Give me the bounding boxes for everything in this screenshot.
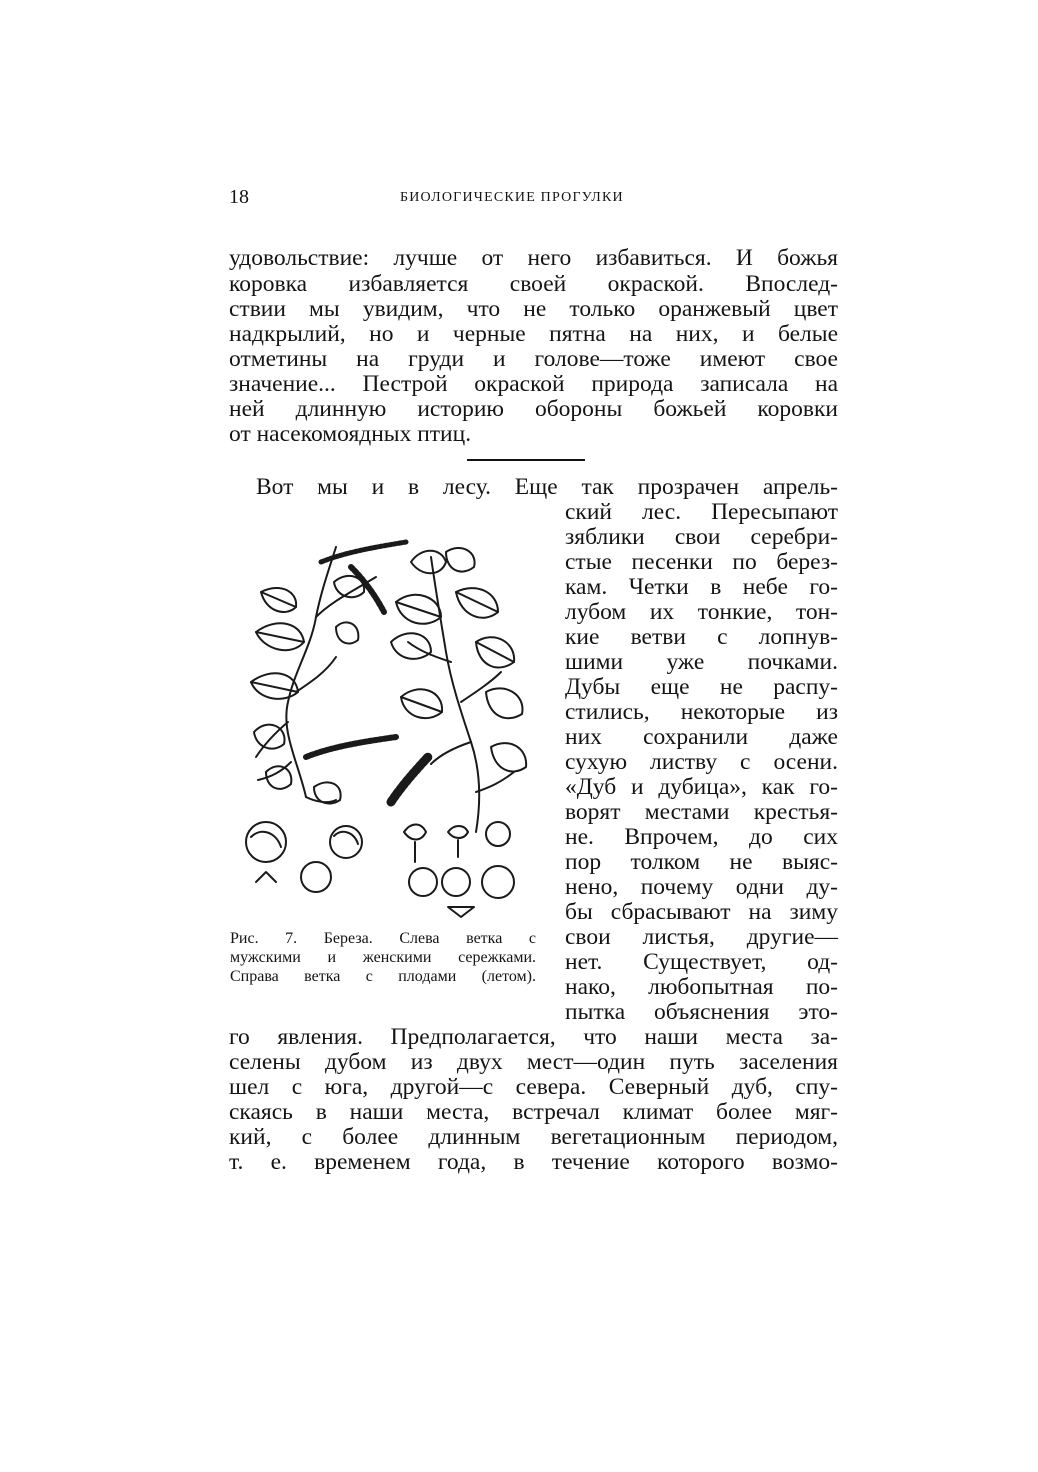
text-line: кам. Четки в небе го-	[565, 574, 838, 600]
section-divider	[467, 459, 585, 461]
text-line: пытка объяснения это-	[565, 999, 838, 1025]
text-line: нет. Существует, од-	[565, 949, 838, 975]
caption-line: Справа ветка с плодами (летом).	[230, 968, 536, 985]
text-line: т. е. временем года, в течение которого возмо-	[229, 1149, 838, 1175]
text-line: «Дуб и дубица», как го-	[565, 774, 838, 800]
text-line: сухую листву с осени.	[565, 749, 838, 775]
text-line: зяблики свои серебри-	[565, 524, 838, 550]
text-line: го явления. Предполагается, что наши места за-	[229, 1024, 838, 1050]
text-line: удовольствие: лучше от него избавиться. И божья	[229, 245, 838, 271]
text-line: Вот мы и в лесу. Еще так прозрачен апрель-	[256, 474, 838, 500]
text-line: ней длинную историю обороны божьей коровки	[229, 396, 838, 422]
text-line: Дубы еще не распу-	[565, 674, 838, 700]
caption-line: мужскими и женскими сережками.	[230, 949, 536, 966]
right-branch-with-fruits	[391, 548, 526, 832]
text-line: шими уже почками.	[565, 649, 838, 675]
text-line: лубом их тонкие, тон-	[565, 599, 838, 625]
text-line: них сохранили даже	[565, 724, 838, 750]
running-title: БИОЛОГИЧЕСКИЕ ПРОГУЛКИ	[400, 190, 624, 205]
text-line: коровка избавляется своей окраской. Впослед-	[229, 271, 838, 297]
caption-line: Рис. 7. Береза. Слева ветка с	[230, 930, 536, 947]
text-line: ствии мы увидим, что не только оранжевый цвет	[229, 296, 838, 322]
page-number: 18	[229, 186, 249, 208]
text-line: значение... Пестрой окраской природа записала на	[229, 371, 838, 397]
text-line: стились, некоторые из	[565, 699, 838, 725]
text-line: кий, с более длинным вегетационным периодом,	[229, 1124, 838, 1150]
text-line: стые песенки по берез-	[565, 549, 838, 575]
text-line: нено, почему одни ду-	[565, 874, 838, 900]
text-line: ворят местами крестья-	[565, 799, 838, 825]
text-line: не. Впрочем, до сих	[565, 824, 838, 850]
text-line: нако, любопытная по-	[565, 974, 838, 1000]
text-line: пор толком не выяс-	[565, 849, 838, 875]
text-line: ский лес. Пересыпают	[565, 499, 838, 525]
text-line: кие ветви с лопнув-	[565, 624, 838, 650]
flower-and-fruit-details	[246, 822, 514, 917]
left-branch-with-catkins	[251, 542, 406, 804]
text-line: надкрылий, но и черные пятна на них, и белые	[229, 321, 838, 347]
text-line: шел с юга, другой—с севера. Северный дуб, спу-	[229, 1074, 838, 1100]
text-line: бы сбрасывают на зиму	[565, 899, 838, 925]
text-line: отметины на груди и голове—тоже имеют свое	[229, 346, 838, 372]
birch-illustration	[236, 532, 546, 924]
text-line: от насекомоядных птиц.	[229, 421, 472, 447]
text-line: селены дубом из двух мест—один путь заселения	[229, 1049, 838, 1075]
text-line: скаясь в наши места, встречал климат более мяг-	[229, 1099, 838, 1125]
text-line: свои листья, другие—	[565, 924, 838, 950]
